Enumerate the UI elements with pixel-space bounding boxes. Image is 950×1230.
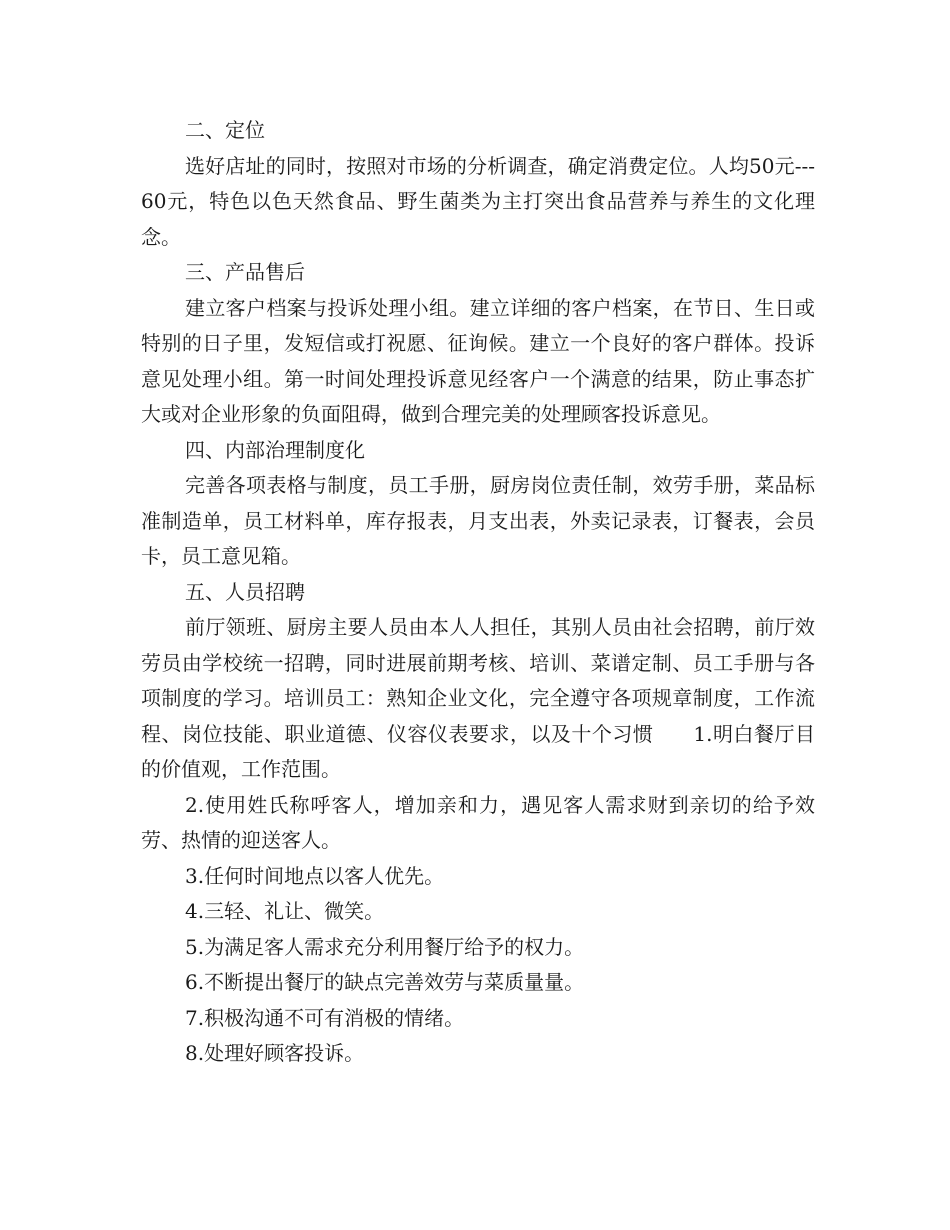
habit-item-5: 5.为满足客人需求充分利用餐厅给予的权力。	[185, 934, 585, 959]
habit-item-7: 7.积极沟通不可有消极的情绪。	[185, 1005, 465, 1030]
habit-item-2: 2.使用姓氏称呼客人，增加亲和力，遇见客人需求财到亲切的给予效劳、热情的迎送客人。	[141, 792, 815, 852]
habit-item-4: 4.三轻、礼让、微笑。	[185, 899, 385, 923]
section-heading-management: 四、内部治理制度化	[185, 437, 365, 462]
section-body-recruitment	[141, 610, 815, 788]
document-page	[141, 113, 815, 1072]
section-heading-positioning: 二、定位	[185, 118, 265, 142]
section-body-management: 完善各项表格与制度，员工手册，厨房岗位责任制，效劳手册，菜品标准制造单，员工材料单，库存报表，月支出表，外卖记录表，订餐表，会员卡，员工意见箱。	[141, 473, 815, 568]
section-heading-recruitment: 五、人员招聘	[185, 579, 305, 604]
recruitment-text: 前厅领班、厨房主要人员由本人人担任，其别人员由社会招聘，前厅效劳员由学校统一招聘，同时进展前期考核、培训、菜谱定制、员工手册与各项制度的学习。培训员工：熟知企业文化，完全遵守各项规章制度，工作流程、岗位技能、职业道德、仪容仪表要求，以及十个习惯	[141, 615, 815, 746]
habit-item-8: 8.处理好顾客投诉。	[185, 1041, 365, 1065]
habit-item-6: 6.不断提出餐厅的缺点完善效劳与菜质量量。	[185, 970, 585, 994]
section-body-positioning: 选好店址的同时，按照对市场的分析调查，确定消费定位。人均50元---60元，特色以色天然食品、野生菌类为主打突出食品营养与养生的文化理念。	[141, 153, 815, 249]
habit-item-3: 3.任何时间地点以客人优先。	[185, 863, 445, 888]
habit-item-1: 1.明白餐厅目的价值观，工作范围。	[141, 721, 815, 781]
section-heading-after-sales: 三、产品售后	[185, 260, 305, 284]
section-body-after-sales: 建立客户档案与投诉处理小组。建立详细的客户档案，在节日、生日或特别的日子里，发短信或打祝愿、征询候。建立一个良好的客户群体。投诉意见处理小组。第一时间处理投诉意见经客户一个满意的结果，防止事态扩大或对企业形象的负面阻碍，做到合理完美的处理顾客投诉意见。	[141, 295, 815, 426]
